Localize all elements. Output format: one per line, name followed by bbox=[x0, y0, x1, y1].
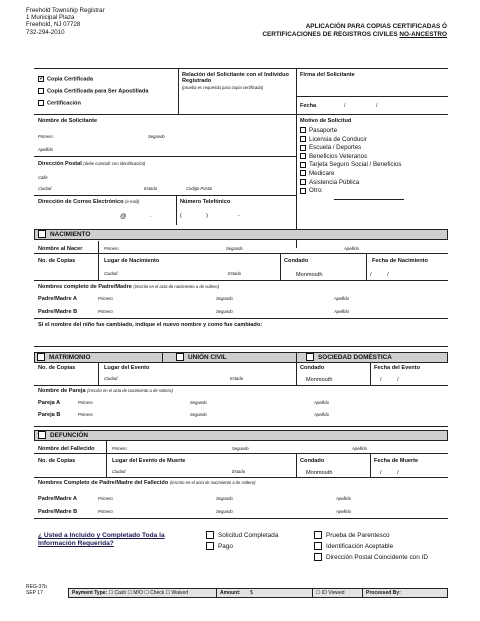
opt-certified-copy[interactable]: ✓ Copia Certificada bbox=[39, 76, 94, 83]
deceased-name-label: Nombre del Fallecido bbox=[38, 446, 95, 452]
form-id: REG-37b SEP 17 bbox=[26, 584, 47, 596]
death-date-seps: / / bbox=[380, 470, 399, 476]
divider bbox=[366, 253, 367, 280]
checkbox[interactable] bbox=[300, 127, 306, 133]
divider bbox=[312, 588, 313, 598]
state-hint: Estado bbox=[144, 186, 158, 191]
reason-label: Motivo de Solicitud bbox=[300, 118, 352, 124]
form-title bbox=[262, 23, 447, 38]
checkbox[interactable] bbox=[300, 170, 306, 176]
checkbox[interactable] bbox=[300, 145, 306, 151]
date-sep: / bbox=[376, 103, 378, 109]
checkbox[interactable] bbox=[300, 179, 306, 185]
last-name-hint: Apellido bbox=[314, 412, 329, 417]
marriage-copies-label: No. de Copias bbox=[38, 365, 76, 371]
city-hint: Ciudad bbox=[104, 376, 118, 381]
death-place-label: Lugar del Evento de Muerte bbox=[112, 458, 186, 464]
relation-note: (prueba es requerida para copia certificada) bbox=[182, 85, 264, 90]
checkbox[interactable] bbox=[300, 153, 306, 159]
checkbox[interactable] bbox=[176, 353, 184, 361]
check-completed-application[interactable]: Solicitud Completada bbox=[206, 530, 278, 541]
checkbox[interactable] bbox=[314, 531, 322, 539]
parent-b-label: Padre/Madre B bbox=[38, 509, 78, 515]
divider bbox=[370, 453, 371, 477]
parent-b-label: Padre/Madre B bbox=[38, 309, 78, 315]
divider bbox=[34, 195, 296, 196]
birth-name-label: Nombre al Nacer bbox=[38, 246, 83, 252]
birth-date-label: Fecha de Nacimiento bbox=[372, 258, 428, 264]
email-dot: . bbox=[150, 213, 152, 219]
city-hint: Ciudad bbox=[38, 186, 52, 191]
divider bbox=[34, 518, 448, 519]
middle-name-hint: Segundo bbox=[216, 496, 233, 501]
reason-public-assistance[interactable]: Asistencia Pública bbox=[300, 179, 402, 188]
first-name-hint: Primero bbox=[98, 296, 113, 301]
reason-medicare[interactable]: Medicare bbox=[300, 170, 402, 179]
birth-county-value: Monmouth bbox=[296, 272, 323, 278]
checkbox[interactable] bbox=[300, 188, 306, 194]
marriage-date-label: Fecha del Evento bbox=[374, 365, 421, 371]
checkbox[interactable] bbox=[206, 531, 214, 539]
reason-list bbox=[300, 127, 402, 196]
reason-social-security[interactable]: Tarjeta Seguro Social / Beneficios bbox=[300, 161, 402, 170]
reason-other[interactable]: Otro: bbox=[300, 187, 402, 196]
parent-a-label: Padre/Madre A bbox=[38, 496, 77, 502]
death-date-label: Fecha de Muerte bbox=[374, 458, 419, 464]
divider bbox=[370, 363, 371, 385]
divider bbox=[280, 253, 281, 280]
phone-label: Número Telefónico bbox=[180, 199, 231, 205]
id-viewed: ☐ ID Viewed bbox=[316, 590, 345, 596]
middle-name-hint: Segundo bbox=[226, 246, 243, 251]
checkbox[interactable] bbox=[300, 162, 306, 168]
first-name-hint: Primero bbox=[104, 246, 119, 251]
checkbox[interactable] bbox=[314, 542, 322, 550]
couple-label: Nombre de Pareja (inscrito en el acta de nacimiento a de soltero) bbox=[38, 388, 173, 394]
marriage-county-value: Monmouth bbox=[306, 377, 333, 383]
last-name-hint: Apellido bbox=[38, 147, 53, 152]
last-name-hint: Apellido bbox=[334, 296, 349, 301]
city-hint: Ciudad bbox=[104, 271, 118, 276]
street-hint: Calle bbox=[38, 175, 48, 180]
state-hint: Estado bbox=[230, 376, 244, 381]
address-line-2: Freehold, NJ 07728 bbox=[26, 21, 81, 29]
phone-open: ( bbox=[180, 213, 182, 219]
checkbox[interactable] bbox=[314, 553, 322, 561]
last-name-hint: Apellido bbox=[336, 509, 351, 514]
first-name-hint: Primero bbox=[98, 509, 113, 514]
address-line-1: 1 Municipal Plaza bbox=[26, 14, 75, 22]
date-label: Fecha bbox=[300, 103, 317, 109]
divider bbox=[216, 588, 217, 598]
signature-label: Firma del Solicitante bbox=[300, 72, 355, 78]
reason-license[interactable]: Licensia de Conducir bbox=[300, 136, 402, 145]
address-label: Dirección Postal (debe coincidir con identificación) bbox=[38, 161, 146, 167]
checkbox[interactable] bbox=[300, 136, 306, 142]
divider bbox=[296, 453, 297, 477]
divider bbox=[178, 68, 179, 114]
divider bbox=[176, 195, 177, 225]
check-acceptable-id[interactable]: Identificación Aceptable bbox=[314, 541, 428, 552]
first-name-hint: Primero bbox=[38, 134, 53, 139]
other-line bbox=[334, 199, 404, 200]
birth-county-label: Condado bbox=[284, 258, 309, 264]
divider bbox=[296, 68, 297, 248]
checkbox[interactable] bbox=[38, 88, 44, 94]
checklist-right bbox=[314, 530, 428, 563]
zip-hint: Codigo Postal bbox=[186, 186, 213, 191]
marriage-place-label: Lugar del Evento bbox=[104, 365, 150, 371]
divider bbox=[34, 426, 448, 427]
middle-name-hint: Segundo bbox=[190, 412, 207, 417]
first-name-hint: Primero bbox=[98, 309, 113, 314]
divider bbox=[34, 385, 448, 386]
email-at: @ bbox=[120, 213, 127, 220]
email-label: Dirección de Correo Electrónico (e-mail) bbox=[38, 199, 140, 205]
marriage-date-seps: / / bbox=[380, 377, 399, 383]
checklist-mid bbox=[206, 530, 278, 552]
middle-name-hint: Segundo bbox=[190, 400, 207, 405]
phone-dash: - bbox=[238, 213, 240, 219]
middle-name-hint: Segundo bbox=[232, 446, 249, 451]
office-name: Freehold Township Registrar bbox=[26, 7, 105, 14]
city-hint: Ciudad bbox=[112, 469, 126, 474]
middle-name-hint: Segundo bbox=[216, 309, 233, 314]
checkbox-checked[interactable]: ✓ bbox=[39, 76, 45, 82]
opt-certification[interactable]: Certificación bbox=[38, 100, 81, 107]
state-hint: Estado bbox=[232, 469, 246, 474]
divider bbox=[162, 352, 163, 363]
divider bbox=[98, 253, 99, 280]
section-domestic-partnership[interactable]: SOCIEDAD DOMÉSTICA bbox=[306, 353, 392, 363]
divider bbox=[106, 453, 107, 477]
reason-veterans[interactable]: Beneficios Veteranos bbox=[300, 153, 402, 162]
section-header-birth: NACIMIENTO bbox=[34, 229, 448, 240]
death-county-label: Condado bbox=[300, 458, 325, 464]
birth-copies-label: No. de Copias bbox=[38, 258, 76, 264]
reason-passport[interactable]: Pasaporte bbox=[300, 127, 402, 136]
form-title-line-2: CERTIFICACIONES DE REGISTROS CIVILES NO-ANCESTRO bbox=[262, 30, 447, 38]
marriage-county-label: Condado bbox=[300, 365, 325, 371]
divider bbox=[34, 280, 448, 281]
divider bbox=[98, 363, 99, 385]
divider bbox=[34, 453, 448, 454]
middle-name-hint: Segundo bbox=[216, 509, 233, 514]
checkbox[interactable] bbox=[37, 353, 45, 361]
divider bbox=[296, 96, 448, 97]
divider bbox=[34, 114, 448, 115]
section-civil-union[interactable]: UNIÓN CIVIL bbox=[176, 353, 227, 363]
checkbox[interactable] bbox=[38, 100, 44, 106]
last-name-hint: Apellido bbox=[344, 246, 359, 251]
first-name-hint: Primero bbox=[78, 400, 93, 405]
checkbox[interactable] bbox=[38, 230, 46, 238]
death-copies-label: No. de Copias bbox=[38, 458, 76, 464]
name-changed-label: Si el nombre del niño fue cambiado, indique el nuevo nombre y como fue cambiado: bbox=[38, 322, 263, 328]
no-ancestor-emphasis: NO-ANCESTRO bbox=[399, 30, 447, 38]
payment-type: Payment Type: ☐ Cash ☐ M/O ☐ Check ☐ Waived bbox=[72, 590, 189, 596]
divider bbox=[34, 253, 448, 254]
divider bbox=[296, 363, 297, 385]
divider bbox=[362, 588, 363, 598]
reason-school[interactable]: Escuela / Deportes bbox=[300, 144, 402, 153]
first-name-hint: Primero bbox=[98, 496, 113, 501]
amount: Amount: $ bbox=[220, 590, 253, 596]
divider bbox=[296, 352, 297, 363]
office-phone: 732-294-2010 bbox=[26, 28, 65, 36]
divider bbox=[106, 441, 107, 453]
divider bbox=[34, 156, 296, 157]
middle-name-hint: Segundo bbox=[148, 134, 165, 139]
applicant-name-label: Nombre de Solicitante bbox=[38, 118, 98, 124]
divider bbox=[98, 241, 99, 253]
last-name-hint: Apellido bbox=[334, 309, 349, 314]
parent-a-label: Padre/Madre A bbox=[38, 296, 77, 302]
checkbox[interactable] bbox=[306, 353, 314, 361]
form-title-line-1: APLICACIÓN PARA COPIAS CERTIFICADAS Ó bbox=[305, 23, 447, 30]
top-block-rule bbox=[34, 68, 448, 69]
first-name-hint: Primero bbox=[112, 446, 127, 451]
last-name-hint: Apellido bbox=[336, 496, 351, 501]
last-name-hint: Apellido bbox=[314, 400, 329, 405]
checkbox[interactable] bbox=[38, 431, 46, 439]
check-address-matches-id[interactable]: Dirección Postal Coincidente con ID bbox=[314, 552, 428, 563]
partner-b-label: Pareja B bbox=[38, 412, 61, 418]
birth-place-label: Lugar de Nacimiento bbox=[104, 258, 160, 264]
first-name-hint: Primero bbox=[78, 412, 93, 417]
partner-a-label: Pareja A bbox=[38, 400, 61, 406]
date-sep: / bbox=[344, 103, 346, 109]
processed-by: Processed By: bbox=[366, 590, 401, 596]
state-hint: Estado bbox=[228, 271, 242, 276]
section-marriage[interactable]: MATRIMONIO bbox=[37, 353, 90, 363]
birth-parents-label: Nombres completo de Padre/Madre (inscrito en el acta de nacimiento a de soltero) bbox=[38, 284, 220, 290]
death-county-value: Monmouth bbox=[306, 470, 333, 476]
check-payment[interactable]: Pago bbox=[206, 541, 278, 552]
divider bbox=[34, 318, 448, 319]
middle-name-hint: Segundo bbox=[216, 296, 233, 301]
checkbox[interactable] bbox=[206, 542, 214, 550]
check-proof-relationship[interactable]: Prueba de Parentesco bbox=[314, 530, 428, 541]
phone-close: ) bbox=[206, 213, 208, 219]
relation-label: Relación del Solicitante con el Individuo Registrado bbox=[182, 72, 289, 85]
birth-date-seps: / / bbox=[370, 272, 389, 278]
divider bbox=[34, 477, 448, 478]
checklist-question: ¿ Usted a Incluido y Completado Toda la Información Requerida? bbox=[38, 532, 165, 548]
divider bbox=[34, 346, 448, 347]
last-name-hint: Apellido bbox=[352, 446, 367, 451]
opt-apostille-copy[interactable]: Copia Certificada para Ser Apostillada bbox=[38, 88, 148, 95]
office-address bbox=[26, 7, 105, 36]
deceased-parents-label: Nombres Completo de Padre/Madre del Fallecido (inscrito en el acta de nacimiento a de soltero) bbox=[38, 480, 256, 486]
section-header-death: DEFUNCIÓN bbox=[34, 430, 448, 441]
